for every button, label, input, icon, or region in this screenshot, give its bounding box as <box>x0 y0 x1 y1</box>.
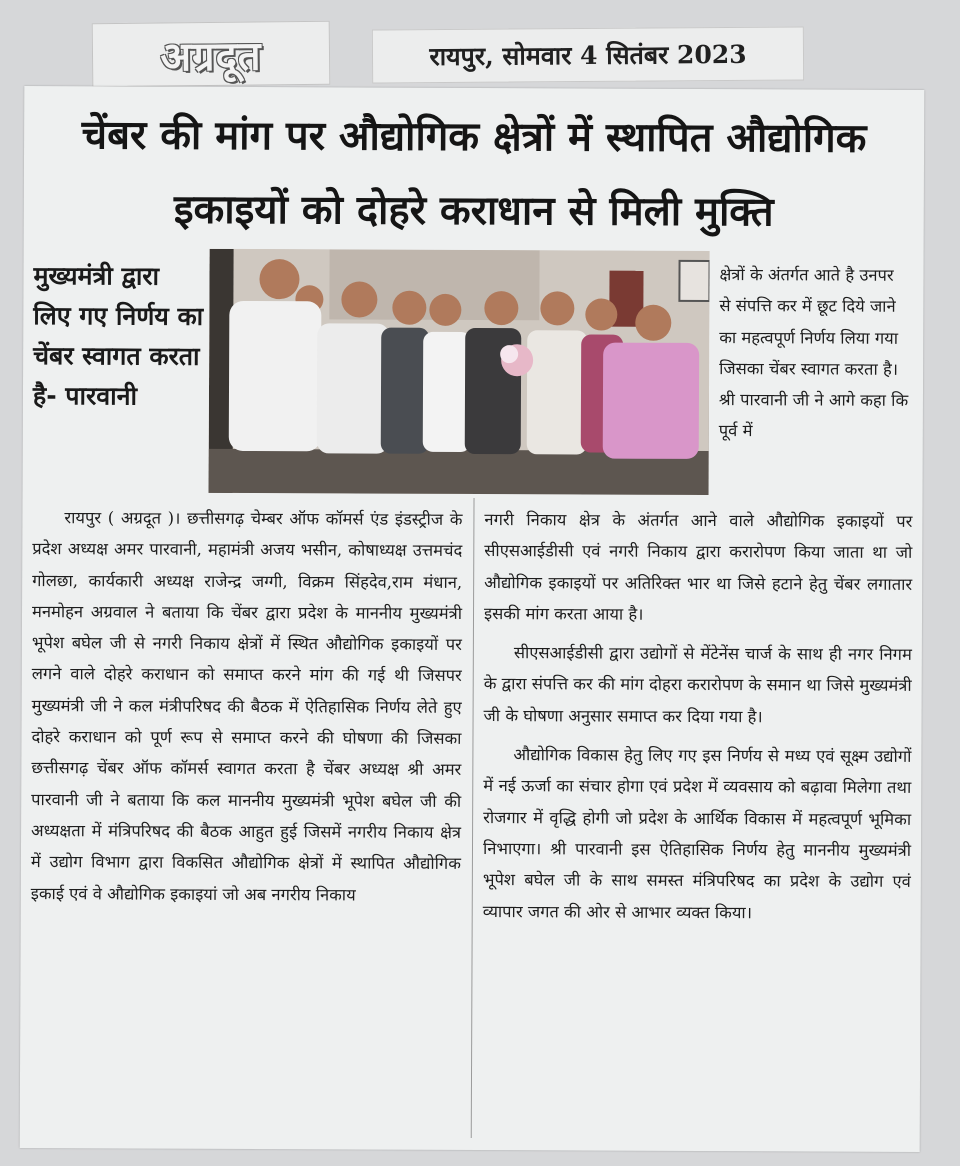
article-column-right <box>483 504 913 937</box>
article-column-left: रायपुर ( अग्रदूत )। छत्तीसगढ़ चेम्बर ऑफ कॉमर्स एंड इंडस्ट्रीज के प्रदेश अध्यक्ष अमर पारवानी, महामंत्री अजय भसीन, कोषाध्यक्ष उत्तमचंद गोलछा, कार्यकारी अध्यक्ष राजेन्द्र जग्गी, विक्रम सिंहदेव,राम मंधान, मनमोहन अग्रवाल ने बताया कि चेंबर द्वारा प्रदेश के माननीय मुख्यमंत्री भूपेश बघेल जी से नगरी निकाय क्षेत्रों में स्थित औद्योगिक इकाइयों पर लगने वाले दोहरे कराधान को समाप्त करने मांग की गई थी जिसपर मुख्यमंत्री जी ने कल मंत्रीपरिषद की बैठक में ऐतिहासिक निर्णय लेते हुए दोहरे कराधान को पूर्ण रूप से समाप्त करने की घोषणा की जिसका छत्तीसगढ़ चेंबर ऑफ कॉमर्स स्वागत करता है चेंबर अध्यक्ष श्री अमर पारवानी जी ने बताया कि कल माननीय मुख्यमंत्री भूपेश बघेल जी की अध्यक्षता में मंत्रिपरिषद की बैठक आहुत हुई जिसमें नगरीय निकाय क्षेत्र में उद्योग विभाग द्वारा विकसित औद्योगिक क्षेत्रों में स्थापित औद्योगिक इकाई एवं वे औद्योगिक इकाइयां जो अब नगरीय निकाय <box>30 508 463 905</box>
article-paragraph-1: नगरी निकाय क्षेत्र के अंतर्गत आने वाले औद्योगिक इकाइयों पर सीएसआईडीसी एवं नगरी निकाय द्वारा करारोपण किया जाता था जो औद्योगिक इकाइयों पर अतिरिक्त भार था जिसे हटाने हेतु चेंबर लगातार इसकी मांग करता आया है। <box>483 510 913 624</box>
dateline: रायपुर, सोमवार 4 सितंबर 2023 <box>372 26 804 83</box>
group-photo <box>209 249 710 495</box>
article-paragraph-3: औद्योगिक विकास हेतु लिए गए इस निर्णय से मध्य एवं सूक्ष्म उद्योगों में नई ऊर्जा का संचार होगा एवं प्रदेश में व्यवसाय को बढ़ावा मिलेगा तथा रोजगार में वृद्धि होगी जो प्रदेश के आर्थिक विकास में महत्वपूर्ण भूमिका निभाएगा। श्री पारवानी इस ऐतिहासिक निर्णय हेतु माननीय मुख्यमंत्री भूपेश बघेल जी के साथ समस्त मंत्रिपरिषद का प्रदेश के उद्योग एवं व्यापार जगत की ओर से आभार व्यक्त किया। <box>482 745 912 922</box>
newspaper-logo-text: अग्रदूत <box>160 31 262 81</box>
article-paragraph-2: सीएसआईडीसी द्वारा उद्योगों से मेंटेनेंस चार्ज के साथ ही नगर निगम के द्वारा संपत्ति कर की मांग दोहरा करारोपण के समान था जिसे मुख्यमंत्री जी के घोषणा अनुसार समाप्त कर दिया गया है। <box>483 643 912 727</box>
headline-line-1: चेंबर की मांग पर औद्योगिक क्षेत्रों में स्थापित औद्योगिक <box>81 112 867 162</box>
subheadline: मुख्यमंत्री द्वारा लिए गए निर्णय का चेंबर स्वागत करता है- पारवानी <box>32 261 204 411</box>
article-column-top-right: क्षेत्रों के अंतर्गत आते है उनपर से संपत्ति कर में छूट दिये जाने का महत्वपूर्ण निर्णय लिया गया जिसका चेंबर स्वागत करता है। श्री पारवानी जी ने आगे कहा कि पूर्व में <box>718 265 909 441</box>
column-divider <box>471 498 475 1138</box>
headline-line-2: इकाइयों को दोहरे कराधान से मिली मुक्ति <box>173 186 774 236</box>
headline <box>24 98 925 250</box>
news-clipping <box>20 86 925 1152</box>
newspaper-logo <box>92 21 331 87</box>
group-photo-illustration <box>209 249 710 495</box>
